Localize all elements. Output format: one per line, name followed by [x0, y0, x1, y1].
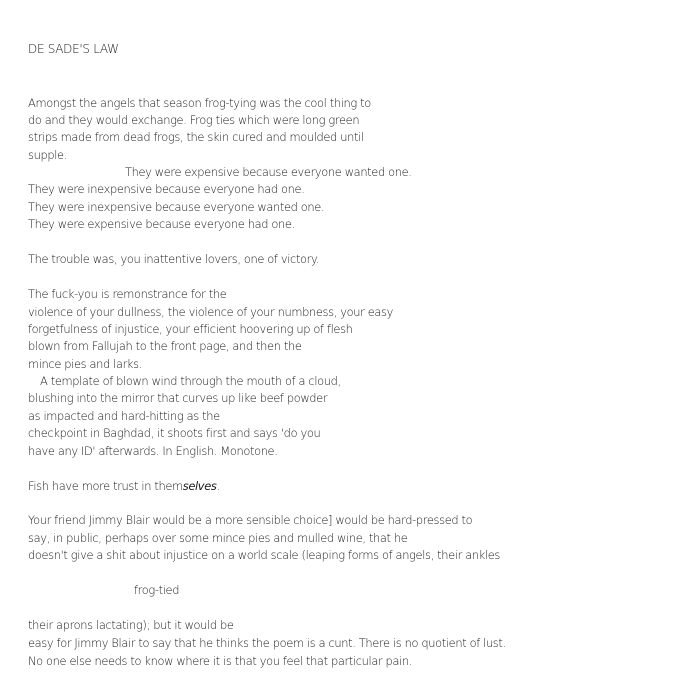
poem-line: They were expensive because everyone had one.	[28, 217, 295, 231]
poem-line: have any ID' afterwards. In English. Monotone.	[28, 444, 278, 458]
poem-line	[28, 479, 220, 493]
poem-line: frog-tied	[134, 583, 180, 597]
poem-text: Fish have more trust in them	[28, 479, 183, 493]
poem-text: .	[216, 479, 220, 493]
poem-line: They were inexpensive because everyone had one.	[28, 182, 305, 196]
poem-line: forgetfulness of injustice, your efficient hoovering up of flesh	[28, 322, 353, 336]
poem-line: checkpoint in Baghdad, it shoots first and says 'do you	[28, 426, 321, 440]
poem-line: Amongst the angels that season frog-tying was the cool thing to	[28, 96, 371, 110]
poem-line: doesn't give a shit about injustice on a world scale (leaping forms of angels, their ankles	[28, 548, 501, 562]
poem-line: blushing into the mirror that curves up like beef powder	[28, 391, 328, 405]
poem-line: A template of blown wind through the mouth of a cloud,	[40, 374, 341, 388]
poem-title: DE SADE'S LAW	[28, 42, 119, 56]
poem-line: say, in public, perhaps over some mince pies and mulled wine, that he	[28, 531, 408, 545]
poem-line: blown from Fallujah to the front page, and then the	[28, 339, 302, 353]
poem-line: mince pies and larks.	[28, 357, 143, 371]
poem-line: They were expensive because everyone wanted one.	[125, 165, 412, 179]
poem-line: The trouble was, you inattentive lovers, one of victory.	[28, 252, 320, 266]
poem-line: easy for Jimmy Blair to say that he thinks the poem is a cunt. There is no quotient of lust.	[28, 636, 506, 650]
poem-line: strips made from dead frogs, the skin cured and moulded until	[28, 130, 364, 144]
poem-line: as impacted and hard-hitting as the	[28, 409, 220, 423]
poem-line: They were inexpensive because everyone wanted one.	[28, 200, 325, 214]
poem-line: Your friend Jimmy Blair would be a more sensible choice] would be hard-pressed to	[28, 513, 473, 527]
poem-line: violence of your dullness, the violence of your numbness, your easy	[28, 305, 393, 319]
poem-line: supple.	[28, 148, 67, 162]
poem-line: their aprons lactating); but it would be	[28, 618, 234, 632]
poem-line: do and they would exchange. Frog ties which were long green	[28, 113, 360, 127]
poem-page	[28, 0, 678, 685]
poem-line: The fuck-you is remonstrance for the	[28, 287, 227, 301]
poem-line: No one else needs to know where it is that you feel that particular pain.	[28, 654, 413, 668]
poem-emphasis: selves	[182, 479, 217, 493]
